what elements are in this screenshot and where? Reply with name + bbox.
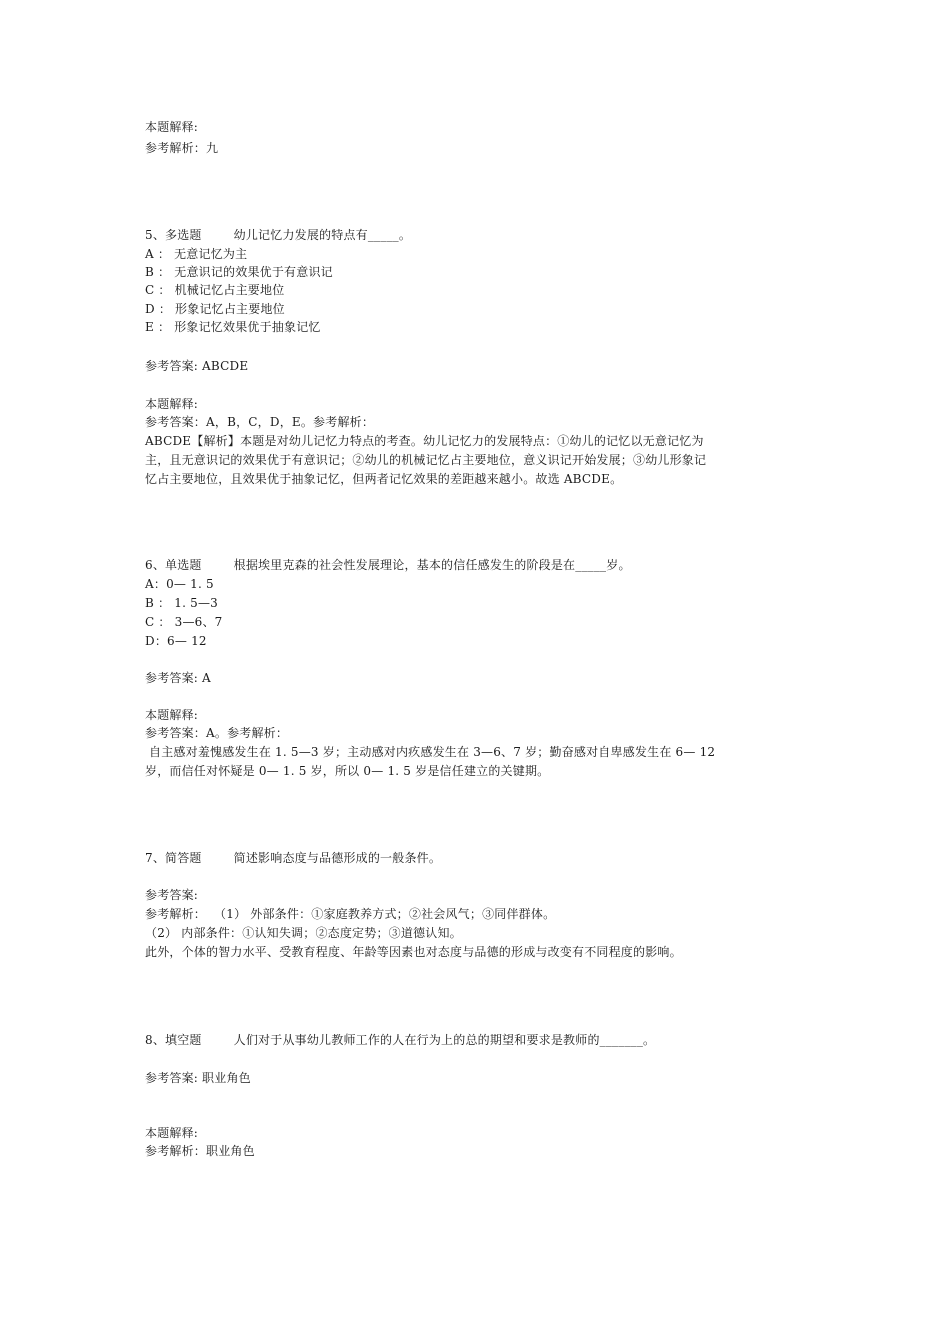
option-a: A ： 无意记忆为主 (145, 247, 248, 261)
explain-line: 忆占主要地位，且效果优于抽象记忆，但两者记忆效果的差距越来越小。故选 ABCDE。 (145, 472, 623, 486)
option-c: C ： 3—6、7 (145, 615, 223, 629)
option-a: A：0— 1. 5 (145, 577, 214, 591)
explain-line: 参考答案：A，B，C，D，E。参考解析： (145, 415, 375, 429)
option-e: E ： 形象记忆效果优于抽象记忆 (145, 320, 321, 334)
question-text: 根据埃里克森的社会性发展理论，基本的信任感发生的阶段是在_____岁。 (233, 558, 631, 572)
reference-answer: 参考答案: ABCDE (145, 359, 249, 373)
option-c: C ： 机械记忆占主要地位 (145, 283, 285, 297)
question-6-header (145, 556, 631, 574)
explain-label: 本题解释: (145, 120, 199, 134)
option-d: D ： 形象记忆占主要地位 (145, 302, 285, 316)
question-type: 7、简答题 (145, 851, 202, 865)
question-8-header (145, 1031, 655, 1049)
question-5-header (145, 226, 411, 244)
question-type: 5、多选题 (145, 228, 202, 242)
explain-line: 参考解析： （1） 外部条件：①家庭教养方式；②社会风气；③同伴群体。 (145, 907, 556, 921)
reference-answer: 参考答案: (145, 888, 199, 902)
explain-line: 此外，个体的智力水平、受教育程度、年龄等因素也对态度与品德的形成与改变有不同程度的影响。 (145, 945, 682, 959)
explain-line: 岁，而信任对怀疑是 0— 1. 5 岁，所以 0— 1. 5 岁是信任建立的关键期。 (145, 764, 550, 778)
reference-answer: 参考答案: 职业角色 (145, 1071, 251, 1085)
reference-answer: 参考答案: A (145, 671, 211, 685)
explain-label: 本题解释: (145, 1126, 199, 1140)
explain-label: 本题解释: (145, 397, 199, 411)
explain-line: 主，且无意识记的效果优于有意识记；②幼儿的机械记忆占主要地位，意义识记开始发展；③幼儿形象记 (145, 453, 707, 467)
option-d: D：6— 12 (145, 634, 207, 648)
option-b: B ： 无意识记的效果优于有意识记 (145, 265, 333, 279)
analysis-text: 参考解析：职业角色 (145, 1144, 255, 1158)
question-type: 8、填空题 (145, 1033, 202, 1047)
analysis-text: 参考解析：九 (145, 141, 219, 155)
explain-line: 自主感对羞愧感发生在 1. 5—3 岁；主动感对内疚感发生在 3—6、7 岁；勤奋感对自卑感发生在 6— 12 (145, 745, 716, 759)
question-text: 人们对于从事幼儿教师工作的人在行为上的总的期望和要求是教师的_______。 (233, 1033, 656, 1047)
question-type: 6、单选题 (145, 558, 202, 572)
explain-line: ABCDE【解析】本题是对幼儿记忆力特点的考查。幼儿记忆力的发展特点：①幼儿的记忆以无意记忆为 (145, 434, 704, 448)
question-text: 简述影响态度与品德形成的一般条件。 (233, 851, 442, 865)
question-7-header (145, 849, 441, 867)
explain-label: 本题解释: (145, 708, 199, 722)
explain-line: 参考答案：A。参考解析： (145, 726, 289, 740)
option-b: B ： 1. 5—3 (145, 596, 218, 610)
explain-line: （2） 内部条件：①认知失调；②态度定势；③道德认知。 (145, 926, 462, 940)
question-text: 幼儿记忆力发展的特点有_____。 (233, 228, 412, 242)
